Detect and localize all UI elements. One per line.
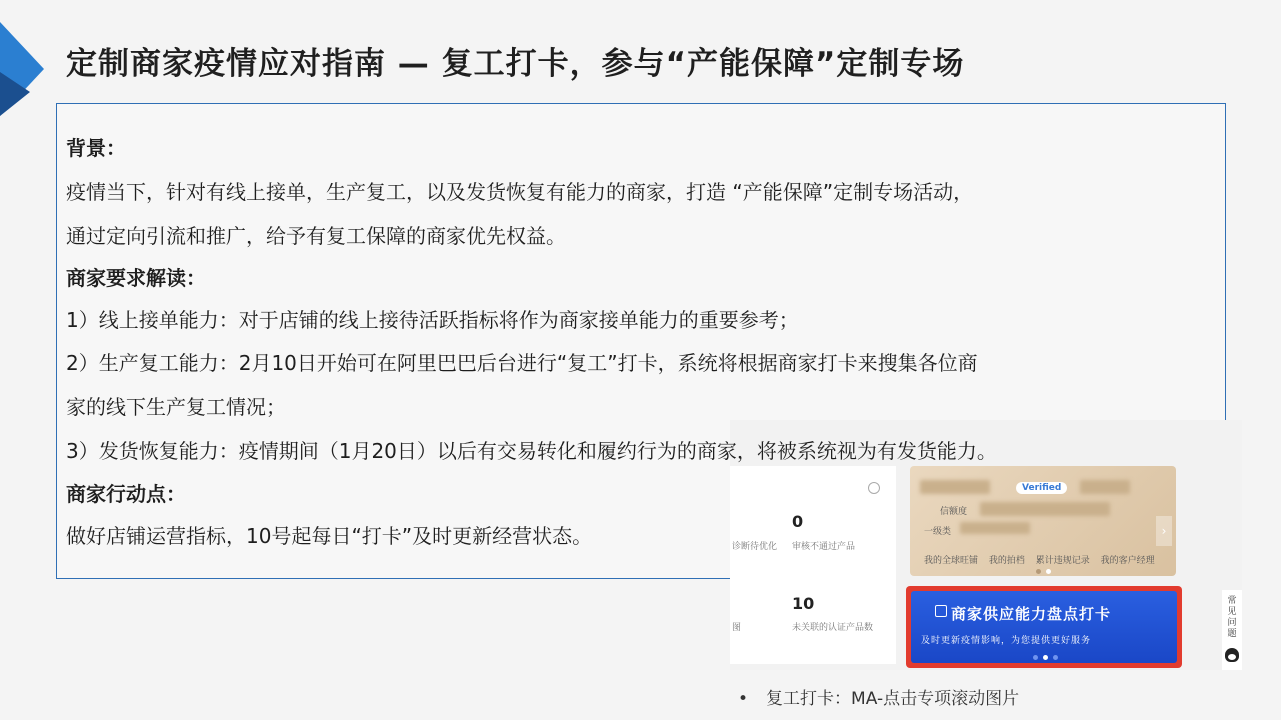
card-link[interactable]: 我的拍档 [988,556,1025,566]
stat-label: 未关联的认证产品数 [792,623,874,633]
stat-label: 图 [732,623,742,633]
card-links [924,553,1163,566]
verified-badge: Verified [1016,482,1067,494]
carousel-dot[interactable] [1033,655,1038,660]
heading-background: 背景： [66,136,126,160]
settings-gear-icon[interactable] [868,482,880,494]
text-line: 1）线上接单能力：对于店铺的线上接待活跃指标将作为商家接单能力的重要参考； [66,308,799,332]
stat-label: 诊断待优化 [732,542,778,552]
stat-label: 审核不通过产品 [792,542,856,552]
banner-body[interactable] [911,591,1177,663]
slide-title: 定制商家疫情应对指南 — 复工打卡，参与“产能保障”定制专场 [66,46,965,82]
carousel-dot[interactable] [1053,655,1058,660]
text-line: 疫情当下，针对有线上接单，生产复工，以及发货恢复有能力的商家，打造 “产能保障”定制专场活动， [66,180,974,204]
stat-value: 0 [792,512,804,531]
stats-panel [730,466,896,664]
banner-subtitle: 及时更新疫情影响，为您提供更好服务 [921,636,1092,646]
text-line: 3）发货恢复能力：疫情期间（1月20日）以后有交易转化和履约行为的商家，将被系统视为有发货能力。 [66,439,997,463]
carousel-dot[interactable] [1036,569,1041,574]
carousel-dot[interactable] [1043,655,1048,660]
blurred-info [980,502,1110,516]
account-card[interactable] [910,466,1176,576]
text-line: 做好店铺运营指标，10号起每日“打卡”及时更新经营状态。 [66,524,593,548]
bullet-icon: • [738,689,749,709]
text-line: 家的线下生产复工情况； [66,395,286,419]
calendar-icon [935,605,947,617]
banner-title: 商家供应能力盘点打卡 [933,603,1111,624]
penguin-icon [1225,648,1239,662]
card-link[interactable]: 累计违规记录 [1035,556,1090,566]
text-line: 通过定向引流和推广，给予有复工保障的商家优先权益。 [66,224,566,248]
card-level-label: 一级类 [924,527,952,537]
heading-requirements: 商家要求解读： [66,266,206,290]
screenshot-caption [738,684,1019,709]
heading-actions: 商家行动点： [66,482,186,506]
faq-button[interactable] [1222,590,1242,670]
faq-label: 常见问题 [1227,596,1237,639]
corner-decoration-icon [0,22,44,116]
card-link[interactable]: 我的客户经理 [1100,556,1155,566]
blurred-info [960,522,1030,534]
stat-value: 10 [792,594,815,613]
blurred-info [1080,480,1130,494]
blurred-info [920,480,990,494]
checkin-banner[interactable] [906,586,1182,668]
chevron-right-icon[interactable]: › [1156,516,1172,546]
card-link[interactable]: 我的全球旺铺 [924,556,979,566]
text-line: 2）生产复工能力：2月10日开始可在阿里巴巴后台进行“复工”打卡，系统将根据商家打卡来搜集各位商 [66,351,978,375]
card-credit-label: 信额度 [940,507,968,517]
caption-text: 复工打卡：MA-点击专项滚动图片 [766,689,1020,709]
carousel-dot[interactable] [1046,569,1051,574]
